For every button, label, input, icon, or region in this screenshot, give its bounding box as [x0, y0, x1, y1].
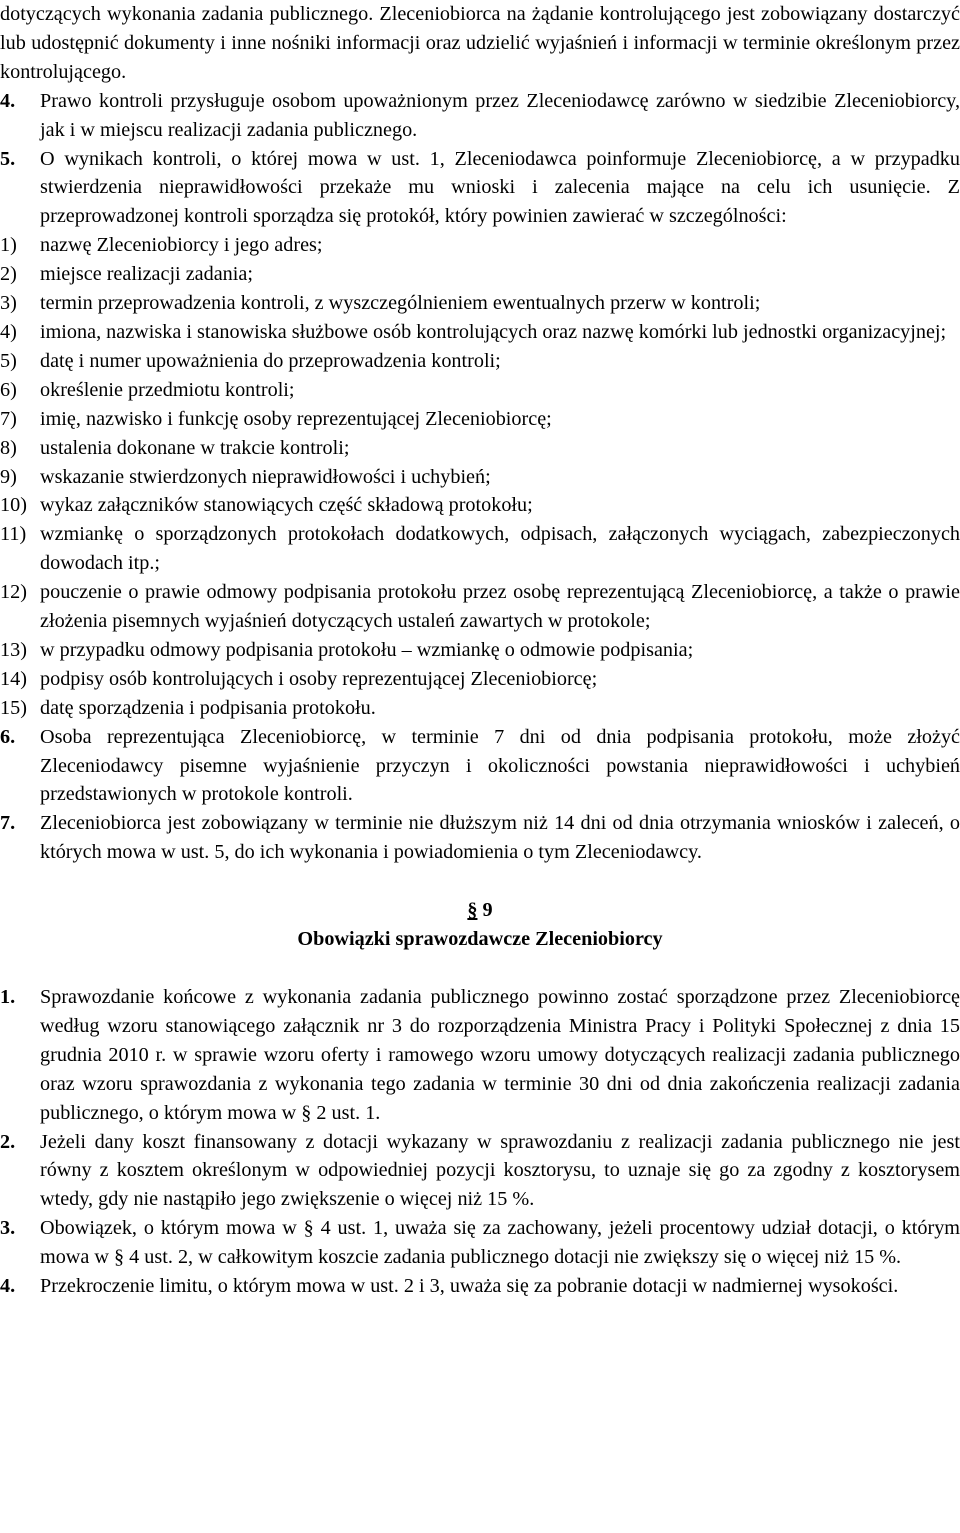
list-item-number: 1) — [0, 234, 17, 257]
list-item — [0, 405, 960, 434]
list-item-text: pouczenie o prawie odmowy podpisania protokołu przez osobę reprezentującą Zleceniobiorcę, a także o prawie złożenia pisemnych wyjaśnień dotyczących ustaleń zawartych w protokole; — [40, 581, 960, 633]
item-number: 4. — [0, 1275, 16, 1298]
list-item-number: 4) — [0, 320, 17, 343]
numbered-item — [0, 1214, 960, 1272]
list-item-text: imię, nazwisko i funkcję osoby reprezentującej Zleceniobiorcę; — [40, 407, 552, 430]
list-item-number: 8) — [0, 436, 17, 459]
list-item-text: imiona, nazwiska i stanowiska służbowe osób kontrolujących oraz nazwę komórki lub jednostki organizacyjnej; — [40, 320, 947, 343]
list-item-number: 12) — [0, 581, 27, 604]
section-title: Obowiązki sprawozdawcze Zleceniobiorcy — [297, 928, 663, 951]
list-item — [0, 260, 960, 289]
list-item-number: 14) — [0, 667, 27, 690]
section-number-value: 9 — [482, 899, 493, 922]
list-item-text: miejsce realizacji zadania; — [40, 263, 253, 286]
list-item-number: 11) — [0, 523, 27, 546]
list-item — [0, 463, 960, 492]
list-item — [0, 231, 960, 260]
list-item-number: 2) — [0, 263, 17, 286]
list-item — [0, 694, 960, 723]
numbered-item — [0, 809, 960, 867]
item-text: Jeżeli dany koszt finansowany z dotacji wykazany w sprawozdaniu z realizacji zadania publicznego nie jest równy z kosztem określonym w odpowiedniej pozycji kosztorysu, to uznaje się go za zgodny z kosztorysem wtedy, gdy nie nastąpiło jego zwiększenie o więcej niż 15 %. — [40, 1130, 960, 1211]
item-number: 4. — [0, 89, 16, 112]
list-item-text: datę i numer upoważnienia do przeprowadzenia kontroli; — [40, 349, 501, 372]
list-item-text: nazwę Zleceniobiorcy i jego adres; — [40, 234, 323, 257]
section-number — [0, 896, 960, 925]
numbered-item — [0, 1128, 960, 1215]
list-item-number: 5) — [0, 349, 17, 372]
numbered-item — [0, 145, 960, 232]
item-number: 2. — [0, 1130, 16, 1153]
section-spacer — [0, 954, 960, 983]
item-text: Zleceniobiorca jest zobowiązany w terminie nie dłuższym niż 14 dni od dnia otrzymania wniosków i zaleceń, o których mowa w ust. 5, do ich wykonania i powiadomienia o tym Zleceniodawcy. — [40, 812, 960, 864]
numbered-item — [0, 87, 960, 145]
item-text: Prawo kontroli przysługuje osobom upoważnionym przez Zleceniodawcę zarówno w siedzibie Zleceniobiorcy, jak i w miejscu realizacji zadania publicznego. — [40, 89, 960, 141]
list-item — [0, 491, 960, 520]
protocol-contents-list — [0, 231, 960, 722]
list-item-text: podpisy osób kontrolujących i osoby reprezentującej Zleceniobiorcę; — [40, 667, 598, 690]
item-text: Sprawozdanie końcowe z wykonania zadania publicznego powinno zostać sporządzone przez Zleceniobiorcę według wzoru stanowiącego załącznik nr 3 do rozporządzenia Ministra Pracy i Polityki Społecznej z dnia 15 grudnia 2010 r. w sprawie wzoru oferty i ramowego wzoru umowy dotyczących realizacji zadania publicznego oraz wzoru sprawozdania z wykonania tego zadania w terminie 30 dni od dnia zakończenia realizacji zadania publicznego, o którym mowa w § 2 ust. 1. — [40, 986, 960, 1124]
list-item — [0, 289, 960, 318]
list-item-text: termin przeprowadzenia kontroli, z wyszczególnieniem ewentualnych przerw w kontroli; — [40, 292, 761, 315]
list-item-text: ustalenia dokonane w trakcie kontroli; — [40, 436, 350, 459]
section-spacer — [0, 867, 960, 896]
list-item-number: 6) — [0, 378, 17, 401]
list-item — [0, 520, 960, 578]
item-text: O wynikach kontroli, o której mowa w ust. 1, Zleceniodawca poinformuje Zleceniobiorcę, a w przypadku stwierdzenia nieprawidłowości przekaże mu wnioski i zalecenia mające na celu ich usunięcie. Z przeprowadzonej kontroli sporządza się protokół, który powinien zawierać w szczególności: — [40, 147, 960, 228]
list-item-text: wskazanie stwierdzonych nieprawidłowości i uchybień; — [40, 465, 491, 488]
list-item-number: 9) — [0, 465, 17, 488]
numbered-items-b — [0, 723, 960, 868]
item-text: Obowiązek, o którym mowa w § 4 ust. 1, uważa się za zachowany, jeżeli procentowy udział dotacji, o którym mowa w § 4 ust. 2, w całkowitym koszcie zadania publicznego dotacji nie zwiększy się o więcej niż 15 %. — [40, 1217, 960, 1269]
section-symbol: § — [467, 899, 478, 922]
list-item-text: wykaz załączników stanowiących część składową protokołu; — [40, 494, 533, 517]
list-item-text: w przypadku odmowy podpisania protokołu – wzmiankę o odmowie podpisania; — [40, 638, 694, 661]
list-item — [0, 376, 960, 405]
list-item-number: 3) — [0, 292, 17, 315]
numbered-item — [0, 1272, 960, 1301]
list-item-number: 7) — [0, 407, 17, 430]
item-number: 7. — [0, 812, 16, 835]
numbered-item — [0, 723, 960, 810]
numbered-items-a — [0, 87, 960, 232]
list-item — [0, 347, 960, 376]
list-item — [0, 636, 960, 665]
top-continuation-paragraph: dotyczących wykonania zadania publicznego. Zleceniobiorca na żądanie kontrolującego jest zobowiązany dostarczyć lub udostępnić dokumenty i inne nośniki informacji oraz udzielić wyjaśnień i informacji w terminie określonym przez kontrolującego. — [0, 3, 960, 83]
item-text: Przekroczenie limitu, o którym mowa w ust. 2 i 3, uważa się za pobranie dotacji w nadmiernej wysokości. — [40, 1275, 899, 1298]
list-item-number: 10) — [0, 494, 27, 517]
list-item-text: określenie przedmiotu kontroli; — [40, 378, 295, 401]
list-item-text: datę sporządzenia i podpisania protokołu. — [40, 696, 376, 719]
list-item — [0, 665, 960, 694]
list-item — [0, 578, 960, 636]
item-number: 5. — [0, 147, 16, 170]
numbered-item — [0, 983, 960, 1128]
item-number: 3. — [0, 1217, 16, 1240]
numbered-items-c — [0, 983, 960, 1301]
list-item-number: 15) — [0, 696, 27, 719]
item-number: 1. — [0, 986, 16, 1008]
item-number: 6. — [0, 725, 16, 748]
list-item — [0, 318, 960, 347]
list-item-number: 13) — [0, 638, 27, 661]
list-item-text: wzmiankę o sporządzonych protokołach dodatkowych, odpisach, załączonych wyciągach, zabezpieczonych dowodach itp.; — [40, 523, 960, 575]
item-text: Osoba reprezentująca Zleceniobiorcę, w terminie 7 dni od dnia podpisania protokołu, może złożyć Zleceniodawcy pisemne wyjaśnienie przyczyn i okoliczności powstania nieprawidłowości i uchybień przedstawionych w protokole kontroli. — [40, 725, 960, 806]
list-item — [0, 434, 960, 463]
